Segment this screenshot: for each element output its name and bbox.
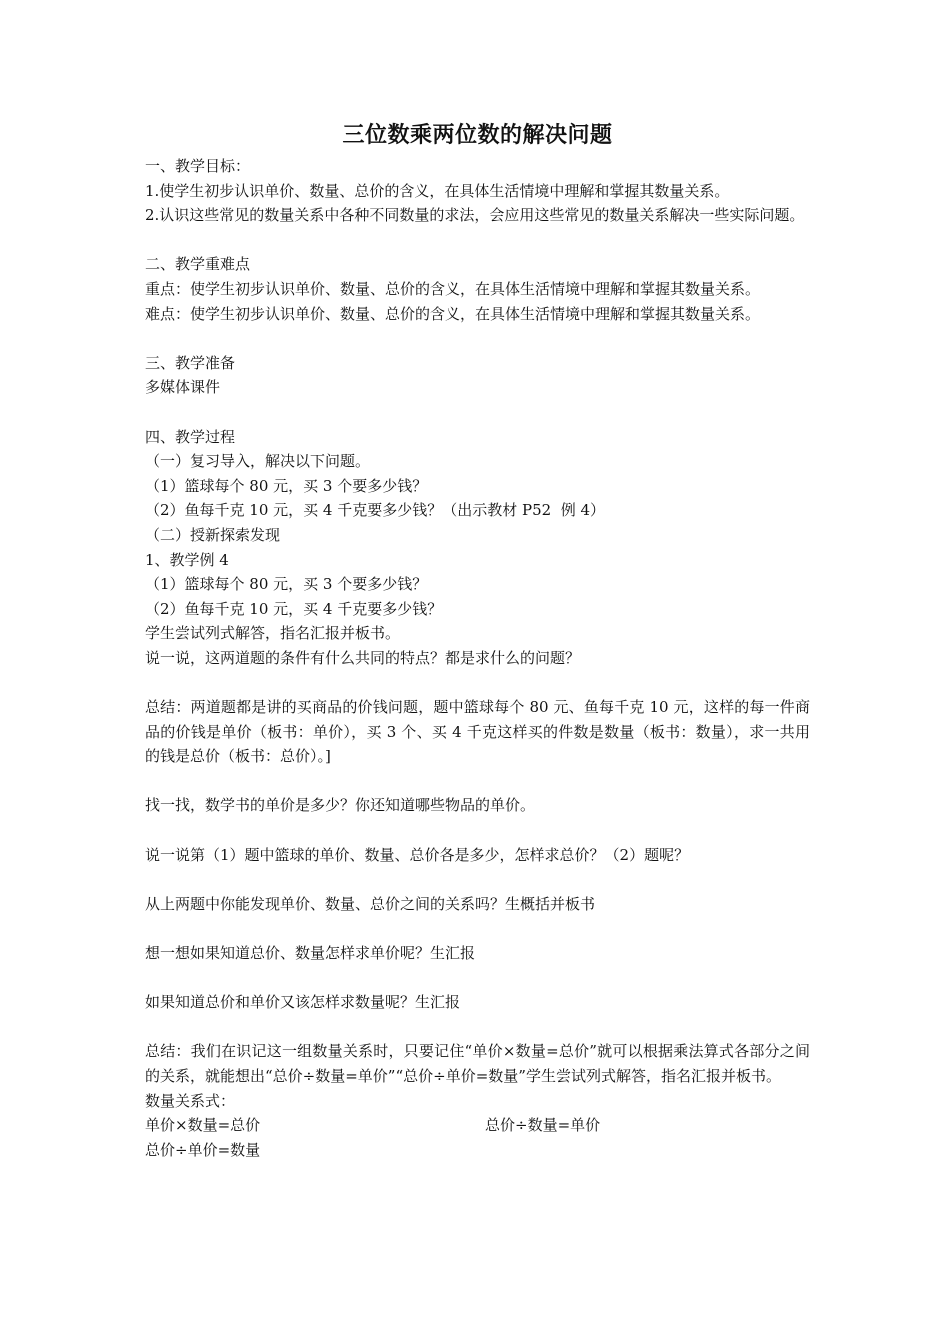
- document-page: [145, 120, 810, 1162]
- section4-heading: 四、教学过程: [145, 427, 236, 446]
- discuss-prompt: 说一说，这两道题的条件有什么共同的特点？都是求什么的问题？: [145, 648, 581, 667]
- section1-heading: 一、教学目标：: [145, 157, 251, 175]
- spacer: [145, 966, 810, 991]
- new-lesson-heading: （二）授新探索发现: [145, 525, 281, 544]
- spacer: [145, 670, 810, 695]
- section2-heading: 二、教学重难点: [145, 255, 251, 274]
- spacer: [145, 1015, 810, 1040]
- difficult-point: 难点：使学生初步认识单价、数量、总价的含义，在具体生活情境中理解和掌握其数量关系。: [145, 304, 761, 323]
- student-try: 学生尝试列式解答，指名汇报并板书。: [145, 624, 401, 643]
- section3-heading: 三、教学准备: [145, 353, 236, 372]
- spacer: [145, 400, 810, 425]
- spacer: [145, 326, 810, 351]
- preparation-content: 多媒体课件: [145, 378, 221, 397]
- say-prompt: 说一说第（1）题中篮球的单价、数量、总价各是多少，怎样求总价？（2）题呢？: [145, 845, 690, 864]
- example-heading: 1、教学例 4: [145, 550, 229, 569]
- summary-2: 总结：我们在识记这一组数量关系时，只要记住“单价×数量=总价”就可以根据乘法算式各部分之间的关系，就能想出“总价÷数量=单价”“总价÷单价=数量”学生尝试列式解答，指名汇报并板书。: [145, 1042, 810, 1085]
- ifknow-prompt: 如果知道总价和单价又该怎样求数量呢？生汇报: [145, 993, 461, 1012]
- find-prompt: 找一找，数学书的单价是多少？你还知道哪些物品的单价。: [145, 796, 536, 815]
- formula-3: 总价÷单价=数量: [145, 1140, 261, 1159]
- goal-item-2: 2.认识这些常见的数量关系中各种不同数量的求法，会应用这些常见的数量关系解决一些实际问题。: [145, 206, 805, 225]
- formula-heading: 数量关系式：: [145, 1091, 236, 1110]
- example-question-2: （2）鱼每千克 10 元，买 4 千克要多少钱？: [145, 599, 443, 618]
- review-heading: （一）复习导入，解决以下问题。: [145, 452, 371, 471]
- summary-1: 总结：两道题都是讲的买商品的价钱问题，题中篮球每个 80 元、鱼每千克 10 元，这样的每一件商品的价钱是单价（板书：单价），买 3 个、买 4 千克这样买的件数是数量（板书：数量），求一共用的钱是总价（板书：总价）。]: [145, 698, 810, 766]
- review-question-2: （2）鱼每千克 10 元，买 4 千克要多少钱？（出示教材 P52 例 4）: [145, 501, 606, 520]
- review-question-1: （1）篮球每个 80 元，买 3 个要多少钱？: [145, 476, 428, 495]
- formula-2: 总价÷数量=单价: [485, 1116, 601, 1135]
- spacer: [145, 228, 810, 253]
- key-point: 重点：使学生初步认识单价、数量、总价的含义，在具体生活情境中理解和掌握其数量关系。: [145, 279, 761, 298]
- formula-1: 单价×数量=总价: [145, 1116, 261, 1135]
- relation-prompt: 从上两题中你能发现单价、数量、总价之间的关系吗？生概括并板书: [145, 894, 596, 913]
- goal-item-1: 1.使学生初步认识单价、数量、总价的含义，在具体生活情境中理解和掌握其数量关系。: [145, 181, 730, 200]
- spacer: [145, 769, 810, 794]
- spacer: [145, 867, 810, 892]
- example-question-1: （1）篮球每个 80 元，买 3 个要多少钱？: [145, 575, 428, 594]
- spacer: [145, 818, 810, 843]
- think-prompt: 想一想如果知道总价、数量怎样求单价呢？生汇报: [145, 944, 476, 962]
- formula-row: [145, 1113, 810, 1138]
- document-title: 三位数乘两位数的解决问题: [342, 122, 613, 148]
- spacer: [145, 916, 810, 941]
